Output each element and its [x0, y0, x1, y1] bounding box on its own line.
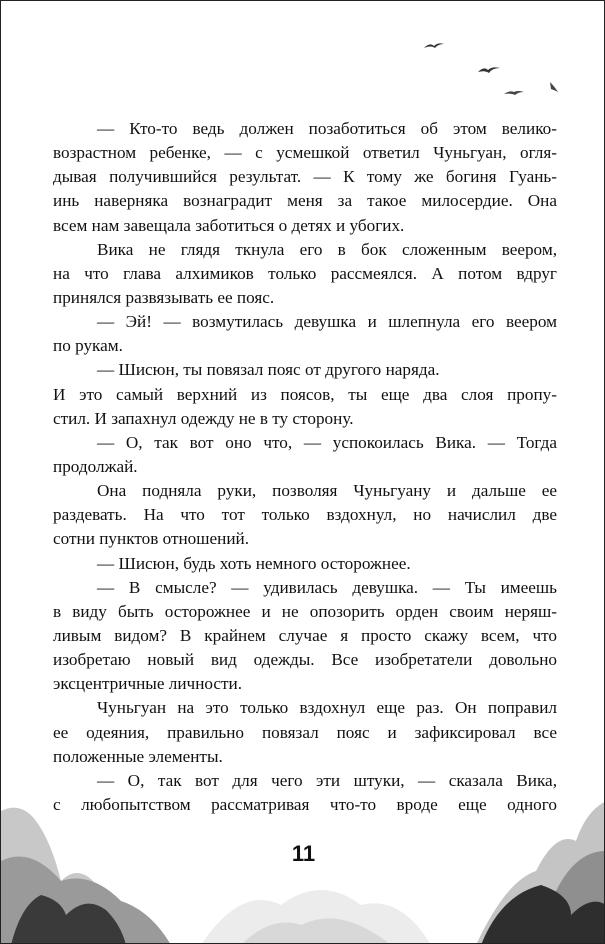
text-line: всем нам завещала заботиться о детях и убогих. [53, 215, 405, 235]
text-line: — О, так вот оно что, — успокоилась Вика. — Тогда [97, 432, 557, 452]
text-line: с любопытством рассматривая что-то вроде еще одного [53, 794, 557, 814]
text-line: стил. И запахнул одежду не в ту сторону. [53, 408, 354, 428]
text-line: изобретаю новый вид одежды. Все изобретатели довольно [53, 650, 557, 670]
text-line: положенные элементы. [53, 746, 223, 766]
text-line: Вика не глядя ткнула его в бок сложенным веером, [97, 239, 557, 259]
text-line: Она подняла руки, позволяя Чуньгуану и дальше ее [97, 481, 557, 501]
text-line: возрастном ребенке, — с усмешкой ответил Чуньгуан, огля- [53, 143, 557, 163]
text-line: — В смысле? — удивилась девушка. — Ты имеешь [97, 577, 557, 597]
text-line: на что глава алхимиков только рассмеялся. А потом вдруг [53, 263, 557, 283]
text-line: — Шисюн, ты повязал пояс от другого наряда. [97, 360, 440, 380]
text-line: по рукам. [53, 336, 123, 356]
text-line: — Шисюн, будь хоть немного осторожнее. [97, 553, 411, 573]
text-line: в виду быть осторожнее и не опозорить орден своим неряш- [53, 601, 557, 621]
text-line: раздевать. На что тот только вздохнул, но начислил две [53, 505, 557, 525]
text-line: ливым видом? В крайнем случае я просто скажу всем, что [53, 625, 557, 645]
text-line: продолжай. [53, 456, 138, 476]
body-text [53, 117, 557, 817]
landscape-center-illustration [201, 801, 431, 944]
page-number: 11 [291, 841, 316, 866]
text-line: эксцентричные личности. [53, 674, 243, 694]
text-line: инь наверняка вознаградит меня за такое милосердие. Она [53, 191, 557, 211]
text-line: принялся развязывать ее пояс. [53, 287, 275, 307]
text-line: Чуньгуан на это только вздохнул еще раз. Он поправил [97, 698, 557, 718]
birds-illustration [416, 36, 566, 101]
text-line: — О, так вот для чего эти штуки, — сказала Вика, [97, 770, 557, 790]
text-line: сотни пунктов отношений. [53, 529, 250, 549]
text-line: — Эй! — возмутилась девушка и шлепнула его веером [97, 312, 557, 332]
text-line: ее одеяния, правильно повязал пояс и зафиксировал все [53, 722, 557, 742]
text-line: — Кто-то ведь должен позаботиться об этом велико- [97, 119, 557, 138]
text-line: дывая получившийся результат. — К тому же богиня Гуань- [53, 167, 557, 187]
text-line: И это самый верхний из поясов, ты еще два слоя пропу- [53, 384, 557, 404]
